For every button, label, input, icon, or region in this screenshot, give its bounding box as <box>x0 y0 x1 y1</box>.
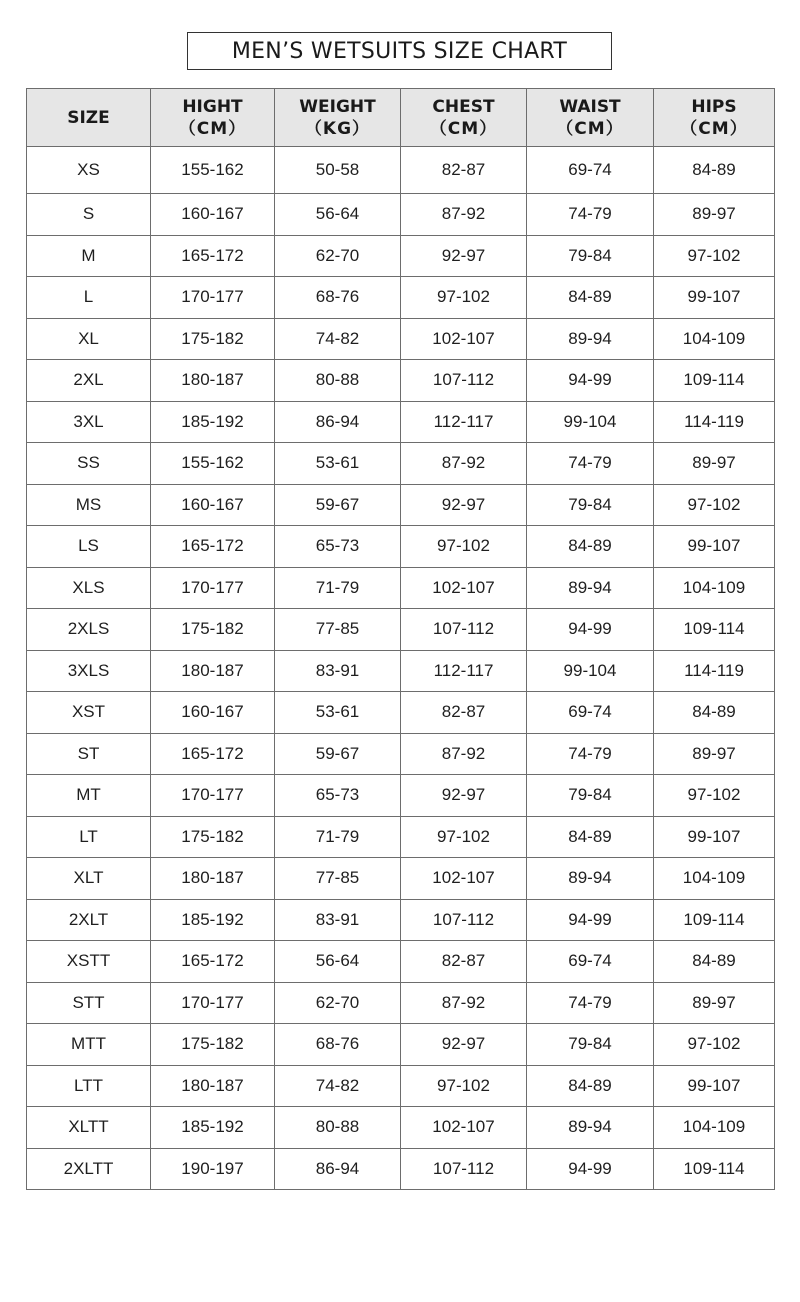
hips-cell: 84-89 <box>654 692 775 734</box>
hips-cell: 104-109 <box>654 318 775 360</box>
height-cell: 180-187 <box>151 1065 275 1107</box>
weight-cell: 62-70 <box>275 982 401 1024</box>
weight-cell: 68-76 <box>275 277 401 319</box>
table-row <box>27 982 775 1024</box>
size-cell: XL <box>27 318 151 360</box>
size-cell: XSTT <box>27 941 151 983</box>
height-cell: 185-192 <box>151 1107 275 1149</box>
header-unit: （CM） <box>556 118 624 139</box>
chest-cell: 112-117 <box>401 401 527 443</box>
size-cell: LS <box>27 526 151 568</box>
height-cell: 165-172 <box>151 235 275 277</box>
height-cell: 160-167 <box>151 692 275 734</box>
chest-cell: 102-107 <box>401 318 527 360</box>
size-cell: 3XLS <box>27 650 151 692</box>
weight-cell: 53-61 <box>275 692 401 734</box>
size-cell: STT <box>27 982 151 1024</box>
table-row <box>27 692 775 734</box>
size-cell: 2XL <box>27 360 151 402</box>
hips-cell: 89-97 <box>654 194 775 236</box>
table-row <box>27 650 775 692</box>
table-row <box>27 443 775 485</box>
height-cell: 180-187 <box>151 360 275 402</box>
waist-cell: 99-104 <box>527 401 654 443</box>
size-cell: SS <box>27 443 151 485</box>
weight-cell: 77-85 <box>275 609 401 651</box>
chest-cell: 97-102 <box>401 816 527 858</box>
height-cell: 175-182 <box>151 1024 275 1066</box>
header-unit: （KG） <box>304 118 371 139</box>
size-cell: 2XLT <box>27 899 151 941</box>
waist-cell: 89-94 <box>527 858 654 900</box>
table-row <box>27 235 775 277</box>
waist-header <box>527 89 654 147</box>
header-label: SIZE <box>67 107 110 128</box>
height-cell: 160-167 <box>151 194 275 236</box>
table-row <box>27 360 775 402</box>
waist-cell: 79-84 <box>527 484 654 526</box>
table-row <box>27 609 775 651</box>
table-row <box>27 1065 775 1107</box>
hips-cell: 114-119 <box>654 650 775 692</box>
size-cell: XST <box>27 692 151 734</box>
weight-cell: 50-58 <box>275 147 401 194</box>
table-row <box>27 941 775 983</box>
hips-cell: 89-97 <box>654 733 775 775</box>
chest-cell: 102-107 <box>401 1107 527 1149</box>
chart-title: MEN’S WETSUITS SIZE CHART <box>187 32 612 70</box>
table-row <box>27 194 775 236</box>
weight-cell: 74-82 <box>275 1065 401 1107</box>
height-cell: 190-197 <box>151 1148 275 1190</box>
weight-cell: 56-64 <box>275 194 401 236</box>
table-row <box>27 1107 775 1149</box>
size-cell: S <box>27 194 151 236</box>
height-cell: 165-172 <box>151 941 275 983</box>
chest-cell: 112-117 <box>401 650 527 692</box>
hips-cell: 97-102 <box>654 775 775 817</box>
table-header-row <box>27 89 775 147</box>
waist-cell: 94-99 <box>527 1148 654 1190</box>
hips-cell: 99-107 <box>654 277 775 319</box>
hips-cell: 114-119 <box>654 401 775 443</box>
header-unit: （CM） <box>178 118 247 139</box>
size-cell: MT <box>27 775 151 817</box>
weight-cell: 71-79 <box>275 567 401 609</box>
weight-cell: 62-70 <box>275 235 401 277</box>
table-row <box>27 277 775 319</box>
waist-cell: 74-79 <box>527 733 654 775</box>
chest-cell: 92-97 <box>401 1024 527 1066</box>
size-cell: LTT <box>27 1065 151 1107</box>
waist-cell: 74-79 <box>527 443 654 485</box>
chest-cell: 107-112 <box>401 360 527 402</box>
waist-cell: 79-84 <box>527 235 654 277</box>
hips-cell: 84-89 <box>654 147 775 194</box>
waist-cell: 94-99 <box>527 360 654 402</box>
weight-cell: 65-73 <box>275 775 401 817</box>
waist-cell: 69-74 <box>527 692 654 734</box>
table-row <box>27 567 775 609</box>
waist-cell: 84-89 <box>527 526 654 568</box>
table-row <box>27 526 775 568</box>
weight-cell: 80-88 <box>275 1107 401 1149</box>
size-header <box>27 89 151 147</box>
height-cell: 180-187 <box>151 650 275 692</box>
waist-cell: 99-104 <box>527 650 654 692</box>
hips-cell: 104-109 <box>654 858 775 900</box>
weight-cell: 80-88 <box>275 360 401 402</box>
size-cell: 3XL <box>27 401 151 443</box>
height-cell: 175-182 <box>151 816 275 858</box>
height-header <box>151 89 275 147</box>
waist-cell: 94-99 <box>527 899 654 941</box>
table-row <box>27 147 775 194</box>
table-row <box>27 775 775 817</box>
waist-cell: 84-89 <box>527 1065 654 1107</box>
size-cell: ST <box>27 733 151 775</box>
chest-cell: 107-112 <box>401 1148 527 1190</box>
header-unit: （CM） <box>680 118 748 139</box>
hips-cell: 89-97 <box>654 982 775 1024</box>
table-row <box>27 484 775 526</box>
weight-cell: 59-67 <box>275 733 401 775</box>
size-cell: MS <box>27 484 151 526</box>
table-row <box>27 858 775 900</box>
weight-cell: 71-79 <box>275 816 401 858</box>
size-chart-table <box>26 88 775 1190</box>
hips-cell: 97-102 <box>654 484 775 526</box>
size-cell: XS <box>27 147 151 194</box>
height-cell: 155-162 <box>151 443 275 485</box>
table-row <box>27 401 775 443</box>
chest-cell: 97-102 <box>401 1065 527 1107</box>
chest-cell: 87-92 <box>401 443 527 485</box>
hips-cell: 99-107 <box>654 526 775 568</box>
waist-cell: 84-89 <box>527 277 654 319</box>
chest-cell: 87-92 <box>401 194 527 236</box>
height-cell: 160-167 <box>151 484 275 526</box>
chest-cell: 87-92 <box>401 982 527 1024</box>
hips-cell: 84-89 <box>654 941 775 983</box>
waist-cell: 89-94 <box>527 567 654 609</box>
weight-cell: 56-64 <box>275 941 401 983</box>
height-cell: 175-182 <box>151 318 275 360</box>
waist-cell: 79-84 <box>527 775 654 817</box>
waist-cell: 94-99 <box>527 609 654 651</box>
height-cell: 170-177 <box>151 277 275 319</box>
height-cell: 165-172 <box>151 733 275 775</box>
size-cell: XLS <box>27 567 151 609</box>
table-row <box>27 1024 775 1066</box>
size-cell: LT <box>27 816 151 858</box>
waist-cell: 79-84 <box>527 1024 654 1066</box>
weight-cell: 86-94 <box>275 1148 401 1190</box>
hips-cell: 99-107 <box>654 816 775 858</box>
weight-cell: 83-91 <box>275 650 401 692</box>
waist-cell: 69-74 <box>527 147 654 194</box>
waist-cell: 74-79 <box>527 982 654 1024</box>
height-cell: 185-192 <box>151 401 275 443</box>
chest-cell: 82-87 <box>401 941 527 983</box>
chest-cell: 82-87 <box>401 692 527 734</box>
chest-cell: 82-87 <box>401 147 527 194</box>
chest-cell: 102-107 <box>401 567 527 609</box>
chest-cell: 92-97 <box>401 235 527 277</box>
weight-cell: 59-67 <box>275 484 401 526</box>
chest-cell: 107-112 <box>401 899 527 941</box>
waist-cell: 74-79 <box>527 194 654 236</box>
weight-cell: 68-76 <box>275 1024 401 1066</box>
size-cell: 2XLTT <box>27 1148 151 1190</box>
hips-cell: 104-109 <box>654 1107 775 1149</box>
height-cell: 165-172 <box>151 526 275 568</box>
chest-cell: 97-102 <box>401 526 527 568</box>
header-label: WAIST <box>559 96 621 117</box>
hips-header <box>654 89 775 147</box>
height-cell: 180-187 <box>151 858 275 900</box>
table-row <box>27 816 775 858</box>
waist-cell: 69-74 <box>527 941 654 983</box>
chest-cell: 102-107 <box>401 858 527 900</box>
chest-cell: 92-97 <box>401 775 527 817</box>
weight-cell: 83-91 <box>275 899 401 941</box>
waist-cell: 84-89 <box>527 816 654 858</box>
hips-cell: 104-109 <box>654 567 775 609</box>
height-cell: 155-162 <box>151 147 275 194</box>
height-cell: 170-177 <box>151 982 275 1024</box>
weight-cell: 53-61 <box>275 443 401 485</box>
weight-cell: 65-73 <box>275 526 401 568</box>
header-label: WEIGHT <box>299 96 376 117</box>
hips-cell: 97-102 <box>654 235 775 277</box>
hips-cell: 109-114 <box>654 360 775 402</box>
header-unit: （CM） <box>429 118 498 139</box>
size-cell: MTT <box>27 1024 151 1066</box>
chest-header <box>401 89 527 147</box>
weight-cell: 86-94 <box>275 401 401 443</box>
size-cell: M <box>27 235 151 277</box>
hips-cell: 89-97 <box>654 443 775 485</box>
waist-cell: 89-94 <box>527 318 654 360</box>
hips-cell: 99-107 <box>654 1065 775 1107</box>
hips-cell: 109-114 <box>654 609 775 651</box>
chest-cell: 97-102 <box>401 277 527 319</box>
table-row <box>27 1148 775 1190</box>
table-row <box>27 899 775 941</box>
header-label: HIPS <box>691 96 737 117</box>
header-label: HIGHT <box>182 96 243 117</box>
hips-cell: 109-114 <box>654 899 775 941</box>
header-label: CHEST <box>432 96 495 117</box>
table-row <box>27 318 775 360</box>
size-cell: XLT <box>27 858 151 900</box>
weight-header <box>275 89 401 147</box>
size-cell: L <box>27 277 151 319</box>
hips-cell: 97-102 <box>654 1024 775 1066</box>
waist-cell: 89-94 <box>527 1107 654 1149</box>
height-cell: 170-177 <box>151 775 275 817</box>
size-cell: 2XLS <box>27 609 151 651</box>
table-row <box>27 733 775 775</box>
chest-cell: 107-112 <box>401 609 527 651</box>
hips-cell: 109-114 <box>654 1148 775 1190</box>
chest-cell: 92-97 <box>401 484 527 526</box>
height-cell: 185-192 <box>151 899 275 941</box>
size-cell: XLTT <box>27 1107 151 1149</box>
weight-cell: 74-82 <box>275 318 401 360</box>
height-cell: 170-177 <box>151 567 275 609</box>
chest-cell: 87-92 <box>401 733 527 775</box>
weight-cell: 77-85 <box>275 858 401 900</box>
table-body <box>27 147 775 1190</box>
height-cell: 175-182 <box>151 609 275 651</box>
